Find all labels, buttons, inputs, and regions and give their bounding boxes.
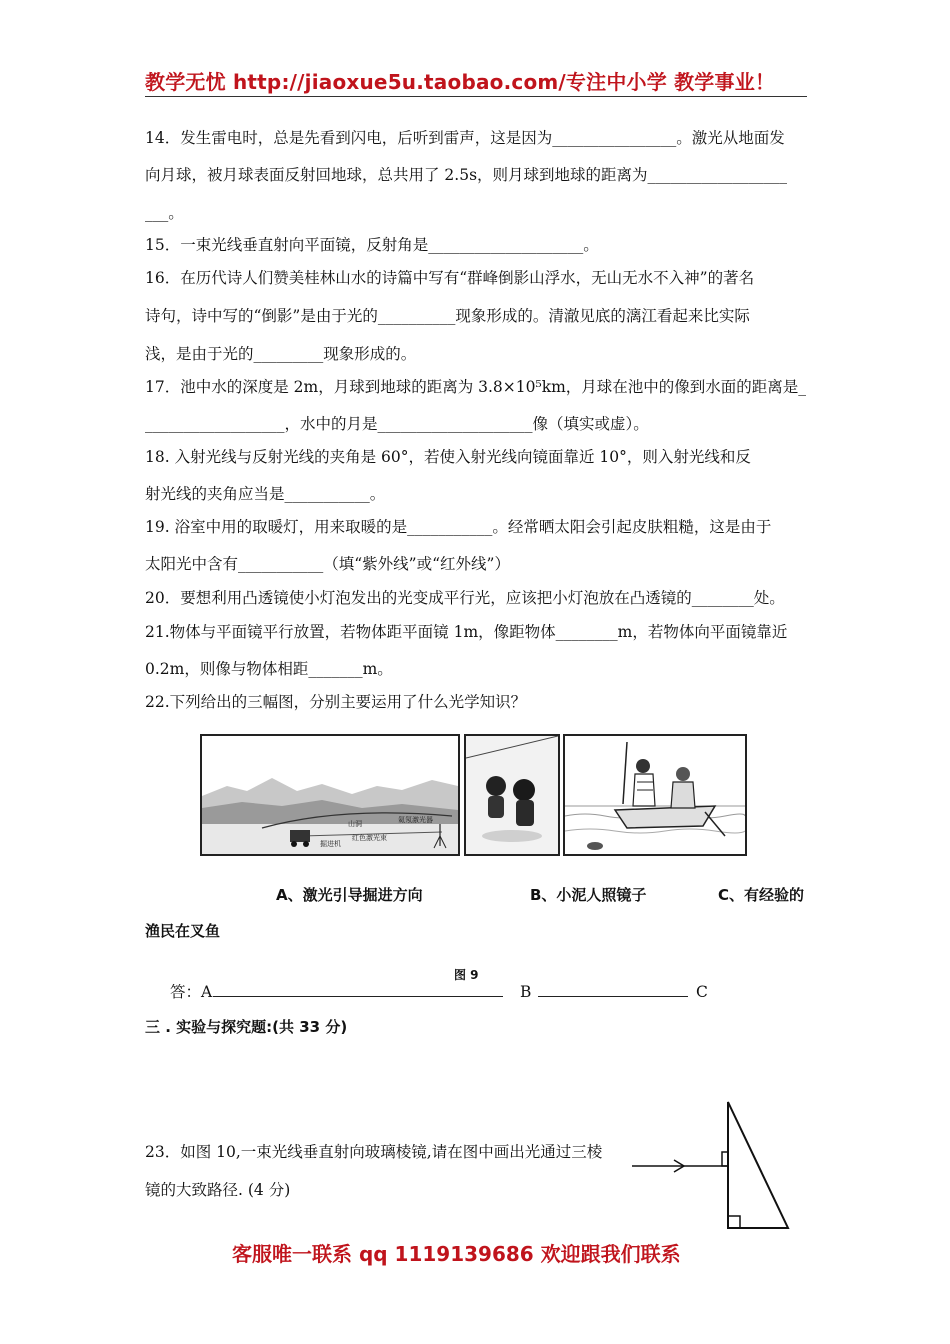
question-17-line-2: __________________，水中的月是____________________像（填实或虚）。 bbox=[145, 415, 649, 433]
question-23-line-1: 23．如图 10,一束光线垂直射向玻璃棱镜,请在图中画出光通过三棱 bbox=[145, 1143, 603, 1161]
question-18-line-2: 射光线的夹角应当是___________。 bbox=[145, 485, 386, 503]
panel-a-label-laser: 氦氖激光器 bbox=[398, 816, 433, 824]
caption-c-line-2: 渔民在叉鱼 bbox=[145, 922, 221, 940]
caption-a: A、激光引导掘进方向 bbox=[276, 886, 423, 904]
answer-a-blank[interactable] bbox=[213, 996, 503, 997]
question-15: 15．一束光线垂直射向平面镜，反射角是____________________。 bbox=[145, 236, 599, 254]
answer-label-b: B bbox=[520, 983, 532, 1001]
question-16-line-3: 浅，是由于光的_________现象形成的。 bbox=[145, 345, 417, 363]
answer-b-blank[interactable] bbox=[538, 996, 688, 997]
figure-panel-c bbox=[563, 734, 747, 856]
panel-a-label-machine: 掘进机 bbox=[320, 840, 341, 848]
caption-c-line-1: C、有经验的 bbox=[718, 886, 805, 904]
question-18-line-1: 18. 入射光线与反射光线的夹角是 60°，若使入射光线向镜面靠近 10°，则入射光线和反 bbox=[145, 448, 751, 466]
panel-a-label-cave: 山洞 bbox=[348, 820, 362, 828]
section-3-title: 三 . 实验与探究题:(共 33 分) bbox=[145, 1018, 348, 1036]
panel-a-label-beam: 红色激光束 bbox=[352, 834, 387, 842]
question-14-line-2: 向月球，被月球表面反射回地球，总共用了 2.5s，则月球到地球的距离为__________________ bbox=[145, 166, 788, 184]
question-14-line-1: 14．发生雷电时，总是先看到闪电，后听到雷声，这是因为________________。激光从地面发 bbox=[145, 129, 785, 147]
question-17-line-1: 17．池中水的深度是 2m，月球到地球的距离为 3.8×10⁵km，月球在池中的像到水面的距离是_ bbox=[145, 378, 807, 396]
figure-9-title: 图 9 bbox=[454, 968, 479, 982]
question-16-line-1: 16．在历代诗人们赞美桂林山水的诗篇中写有“群峰倒影山浮水，无山无水不入神”的著名 bbox=[145, 269, 755, 287]
header-divider bbox=[145, 96, 807, 97]
question-14-line-3: ___。 bbox=[145, 204, 184, 222]
answer-prefix-a: 答：A bbox=[170, 983, 213, 1001]
question-20: 20．要想利用凸透镜使小灯泡发出的光变成平行光，应该把小灯泡放在凸透镜的________处。 bbox=[145, 589, 785, 607]
page-footer: 客服唯一联系 qq 1119139686 欢迎跟我们联系 bbox=[232, 1242, 681, 1266]
answer-label-c: C bbox=[696, 983, 708, 1001]
question-23-line-2: 镜的大致路径. (4 分) bbox=[145, 1181, 291, 1199]
caption-b: B、小泥人照镜子 bbox=[530, 886, 647, 904]
question-19-line-1: 19. 浴室中用的取暖灯，用来取暖的是___________。经常晒太阳会引起皮肤粗糙，这是由于 bbox=[145, 518, 772, 536]
question-22: 22.下列给出的三幅图，分别主要运用了什么光学知识？ bbox=[145, 693, 527, 711]
figure-panel-b bbox=[464, 734, 560, 856]
figure-10-prism-diagram bbox=[628, 1094, 798, 1232]
question-21-line-1: 21.物体与平面镜平行放置，若物体距平面镜 1m，像距物体________m，若物体向平面镜靠近 bbox=[145, 623, 788, 641]
question-21-line-2: 0.2m，则像与物体相距_______m。 bbox=[145, 660, 393, 678]
question-16-line-2: 诗句，诗中写的“倒影”是由于光的__________现象形成的。清澈见底的漓江看起来比实际 bbox=[145, 307, 750, 325]
question-19-line-2: 太阳光中含有___________（填“紫外线”或“红外线”） bbox=[145, 555, 510, 573]
figure-panel-a bbox=[200, 734, 460, 856]
page-header: 教学无忧 http://jiaoxue5u.taobao.com/专注中小学 教学事业！ bbox=[145, 70, 776, 94]
